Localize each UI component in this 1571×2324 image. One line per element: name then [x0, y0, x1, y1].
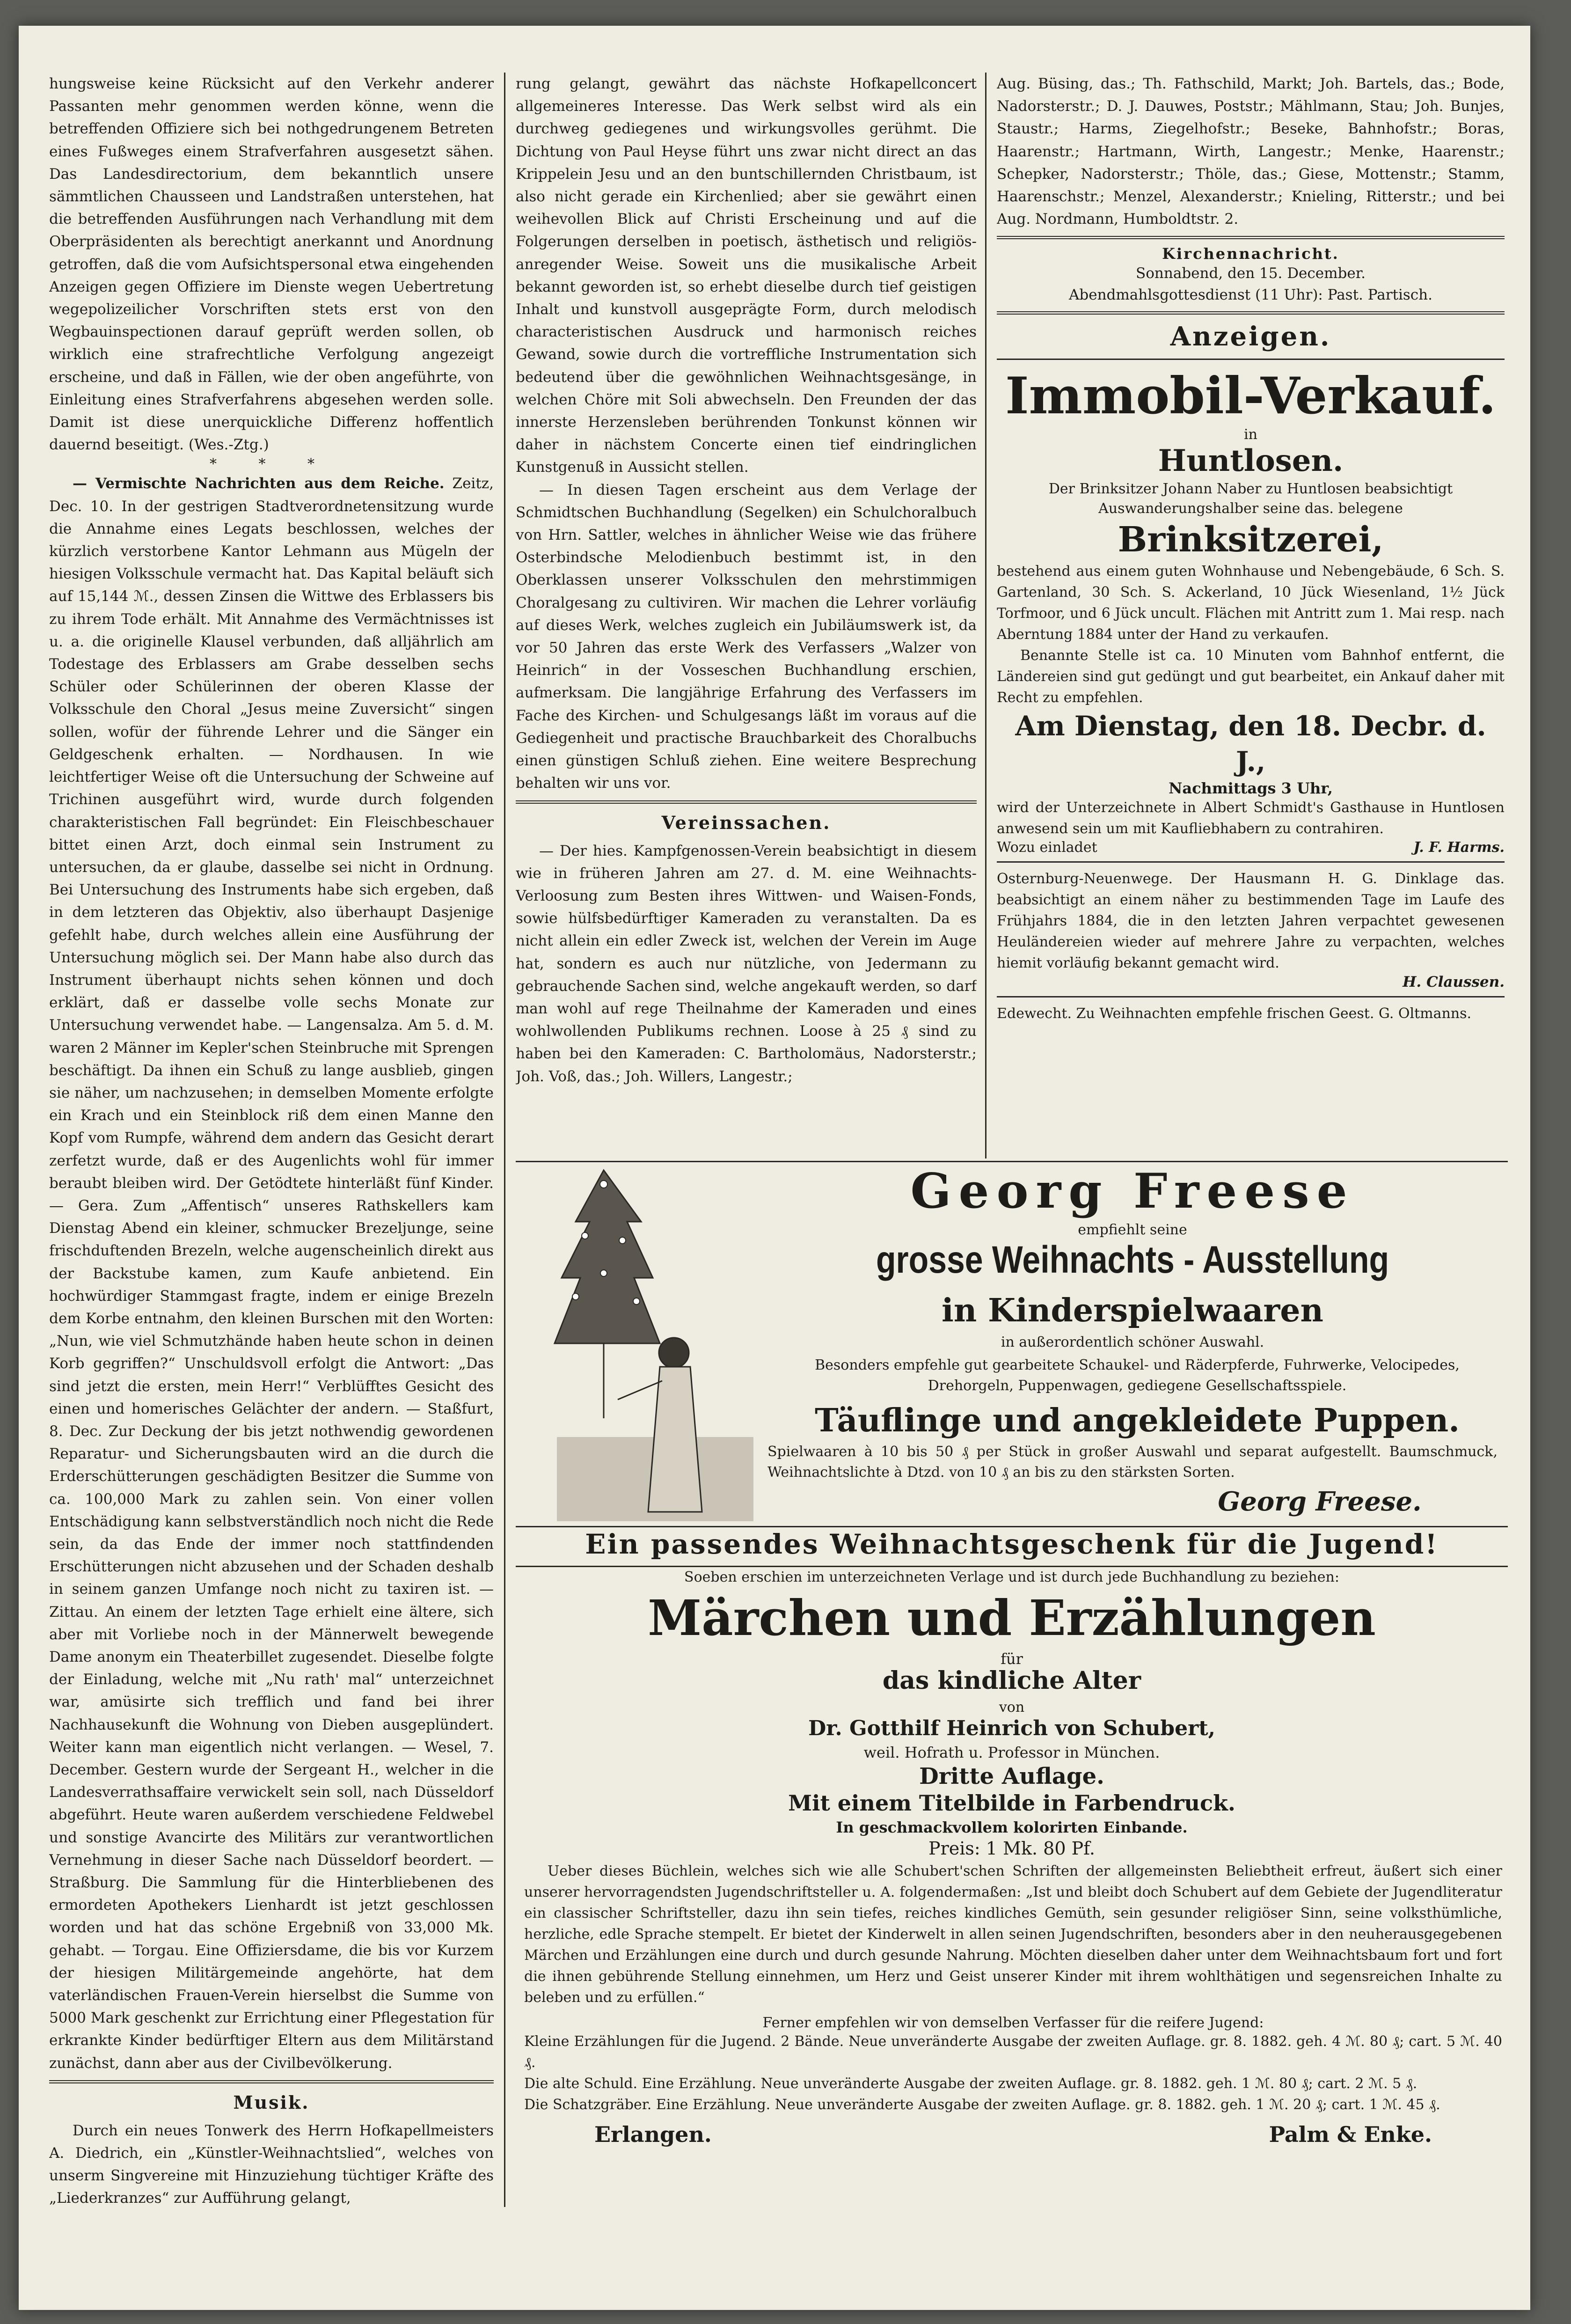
ad-text: von [999, 1699, 1025, 1716]
divider [997, 236, 1505, 239]
ad-place: Huntlosen. [1158, 443, 1344, 479]
ad-headline-immobil: Immobil-Verkauf. [1005, 367, 1496, 426]
ad-text: empfiehlt seine [1078, 1222, 1187, 1238]
book-title: Märchen und Erzählungen [648, 1589, 1376, 1647]
ad-subhead-weihnacht: grosse Weihnachts - Ausstellung [876, 1239, 1389, 1281]
ad-text: Der Brinksitzer Johann Naber zu Huntlosen beabsichtigt Auswanderungshalber seine das. belegene [1048, 481, 1453, 517]
christmas-tree-illustration [548, 1156, 763, 1526]
ad-signature: H. Claussen. [1403, 974, 1505, 991]
divider [49, 2080, 494, 2083]
ad-text: Benannte Stelle ist ca. 10 Minuten vom Bahnhof entfernt, die Ländereien sind gut gedüngt und gut bearbeitet, ein Ankauf daher mit Recht zu empfehlen. [997, 647, 1505, 706]
ads-heading: Anzeigen. [1170, 321, 1331, 352]
book-audience: das kindliche Alter [882, 1666, 1141, 1695]
ad-signature-row: Wozu einladet J. F. Harms. [997, 839, 1505, 856]
article-text: — In diesen Tagen erscheint aus dem Verlage der Schmidtschen Buchhandlung (Segelken) ein Schulchoralbuch von Hrn. Sattler, welches in ähnlicher Weise wie das frühere Osterbindsche Melodienbuch bestimmt ist, in den Oberklassen unserer Volksschulen den mehrstimmigen Choralgesang zu cultiviren. Wir machen die Lehrer vorläufig auf dieses Werk, welches zugleich ein Jubiläumswerk ist, da vor 50 Jahren das erste Werk des Verfassers „Walzer von Heinrich“ in der Vosseschen Buchhandlung erschien, aufmerksam. Die langjährige Erfahrung des Verfassers im Fache des Kirchen- und Schulgesangs läßt im voraus auf die Gediegenheit und practische Brauchbarkeit des Choralbuchs einen günstigen Schluß ziehen. Eine weitere Besprechung behalten wir uns vor. [516, 481, 977, 792]
ad-text: Kleine Erzählungen für die Jugend. 2 Bände. Neue unveränderte Ausgabe der zweiten Auflage. gr. 8. 1882. geh. 4 ℳ. 80 ₰; cart. 5 ℳ. 40 ₰. [524, 2033, 1502, 2071]
article-text: Durch ein neues Tonwerk des Herrn Hofkapellmeisters A. Diedrich, ein „Künstler-Weihnachtslied“, welches von unserm Singvereine mit Hinzuziehung tüchtiger Kräfte des „Liederkranzes“ zur Aufführung gelangt, [49, 2122, 494, 2207]
book-author: Dr. Gotthilf Heinrich von Schubert, [808, 1716, 1215, 1740]
newspaper-page [19, 26, 1530, 2310]
ad-subject: Brinksitzerei, [1118, 520, 1384, 560]
church-date: Sonnabend, den 15. December. [1136, 265, 1366, 282]
ad-date: Am Dienstag, den 18. Decbr. d. J., [1015, 710, 1486, 778]
middle-column [516, 73, 977, 1149]
separator-asterisks: * * * [209, 456, 334, 473]
ad-headline-jugend: Ein passendes Weihnachtsgeschenk für die Jugend! [585, 1528, 1439, 1560]
column-divider [504, 73, 505, 2207]
ad-text: wird der Unterzeichnete in Albert Schmidt's Gasthause in Huntlosen anwesend sein um mit Kaufliebhabern zu contrahiren. [997, 799, 1505, 837]
article-text: hungsweise keine Rücksicht auf den Verkehr anderer Passanten mehr genommen werden könne, wenn die betreffenden Offiziere sich bei nothgedrungenem Betreten eines Fußweges einem Strafverfahren ausgesetzt sähen. Das Landesdirectorium, dem bekanntlich unsere sämmtlichen Chausseen und Landstraßen unterstehen, hat die betreffenden Ausführungen nach Verhandlung mit dem Oberpräsidenten als berechtigt anerkannt und Anordnung getroffen, daß die vom Aufsichtspersonal etwa eingehenden Anzeigen gegen Offiziere im Dienste wegen Uebertretung wegepolizeilicher Vorschriften stets erst von den Wegbauinspectionen darauf geprüft werden sollen, ob wirklich eine strafrechtliche Verfolgung angezeigt erscheine, und daß in Fällen, wie der oben angeführte, von Einleitung eines Strafverfahrens abgesehen werden solle. Damit ist diese unerquickliche Differenz hoffentlich dauernd beseitigt. (Wes.-Ztg.) [49, 75, 494, 454]
ad-text: in außerordentlich schöner Auswahl. [1001, 1334, 1264, 1350]
book-binding: In geschmackvollem kolorirten Einbande. [836, 1818, 1188, 1836]
column-divider [985, 73, 986, 1158]
ad-signature: J. F. Harms. [1413, 839, 1505, 856]
ad-text: Edewecht. Zu Weihnachten empfehle frischen Geest. G. Oltmanns. [997, 1005, 1472, 1022]
book-description [524, 1861, 1502, 2147]
article-text: Aug. Büsing, das.; Th. Fathschild, Markt; Joh. Bartels, das.; Bode, Nadorsterstr.; D. J. Dauwes, Poststr.; Mählmann, Stau; Joh. Bunjes, Staustr.; Harms, Ziegelhofstr.; Beseke, Bahnhofstr.; Boras, Haarenstr.; Hartmann, Wirth, Langestr.; Menke, Haarenstr.; Schepker, Nadorsterstr.; Thöle, das.; Giese, Mottenstr.; Stamm, Haarenschstr.; Menzel, Alexanderstr.; Knieling, Ritterstr.; und bei Aug. Nordmann, Humboldtstr. 2. [997, 75, 1505, 228]
book-titlepic: Mit einem Titelbilde in Farbendruck. [788, 1790, 1235, 1816]
section-heading-musik: Musik. [233, 2091, 310, 2113]
divider [997, 996, 1505, 997]
ad-text: Ueber dieses Büchlein, welches sich wie alle Schubert'schen Schriften der allgemeinsten Beliebtheit erfreut, äußert sich einer unserer hervorragendsten Jugendschriftsteller u. A. folgendermaßen: „Ist und bleibt doch Schubert auf dem Gebiete der Jugendliteratur ein classischer Schriftsteller, dazu ihn sein tiefes, reiches kindliches Gemüth, sein gesunder religiöser Sinn, seine volksthümliche, herzliche, edle Sprache stempelt. Er bietet der Kinderwelt in allen seinen Jugendschriften, besonders aber in den neuherausgegebenen Märchen und Erzählungen eine durch und durch gesunde Nahrung. Möchten dieselben daher unter dem Weihnachtsbaum fort und fort die ihnen gebührende Stellung einnehmen, um Herz und Geist unserer Kinder mit ihrem wohlthätigen und segensreichen Inhalte zu beleben und zu erfüllen.“ [524, 1863, 1502, 2006]
publisher-city: Erlangen. [594, 2122, 712, 2147]
divider [516, 1526, 1508, 1527]
book-price: Preis: 1 Mk. 80 Pf. [928, 1838, 1095, 1859]
ad-text: bestehend aus einem guten Wohnhause und Nebengebäude, 6 Sch. S. Gartenland, 30 Sch. S. Ackerland, 10 Jück Wiesenland, 1½ Jück Torfmoor, und 6 Jück uncult. Flächen mit Antritt zum 1. Mai resp. nach Aberntung 1884 unter der Hand zu verkaufen. [997, 563, 1505, 643]
divider [997, 311, 1505, 315]
ad-subhead-puppen: Täuflinge und angekleidete Puppen. [815, 1402, 1460, 1439]
ad-text: Die Schatzgräber. Eine Erzählung. Neue unveränderte Ausgabe der zweiten Auflage. gr. 8. 1882. geh. 1 ℳ. 20 ₰; cart. 1 ℳ. 45 ₰. [524, 2097, 1440, 2113]
book-edition: Dritte Auflage. [919, 1763, 1104, 1789]
ad-subhead-spielwaaren: in Kinderspielwaaren [942, 1292, 1323, 1329]
publisher-name: Palm & Enke. [1269, 2122, 1432, 2147]
left-column [49, 73, 494, 2207]
right-column [997, 73, 1505, 1158]
article-heading: — Vermischte Nachrichten aus dem Reiche. [73, 475, 445, 492]
ad-signature: Georg Freese. [1218, 1486, 1422, 1517]
ad-text: für [1001, 1650, 1023, 1668]
ad-text: Osternburg-Neuenwege. Der Hausmann H. G. Dinklage das. beabsichtigt an einem näher zu bestimmenden Tage im Laufe des Frühjahrs 1884, die in den letzten Jahren verpachtet gewesenen Heuländereien wieder auf mehrere Jahre zu verpachten, welches hiemit vorläufig bekannt gemacht wird. [997, 871, 1505, 972]
ad-text: Ferner empfehlen wir von demselben Verfasser für die reifere Jugend: [762, 2015, 1264, 2031]
section-heading-vereinssachen: Vereinssachen. [661, 812, 831, 833]
ad-text: Die alte Schuld. Eine Erzählung. Neue unveränderte Ausgabe der zweiten Auflage. gr. 8. 1882. geh. 1 ℳ. 80 ₰; cart. 2 ℳ. 5 ₰. [524, 2075, 1418, 2092]
ad-text: Soeben erschien im unterzeichneten Verlage und ist durch jede Buchhandlung zu beziehen: [684, 1569, 1339, 1585]
article-text: — Vermischte Nachrichten aus dem Reiche. Zeitz, Dec. 10. In der gestrigen Stadtverordnetensitzung wurde die Annahme eines Legats beschlossen, welches der kürzlich verstorbene Kantor Lehmann aus Mügeln der hiesigen Volksschule vermacht hat. Das Kapital beläuft sich auf 15,144 ℳ., dessen Zinsen die Wittwe des Erblassers bis zu ihrem Tode erhält. Mit Annahme des Vermächtnisses ist u. a. die originelle Klausel verbunden, daß alljährlich am Todestage des Erblassers am Grabe desselben sechs Schüler oder Schülerinnen der oberen Klasse der Volksschule den Choral „Jesus meine Zuversicht“ singen sollen, wofür der führende Lehrer und die Sänger ein Geldgeschenk erhalten. — Nordhausen. In wie leichtfertiger Weise oft die Untersuchung der Schweine auf Trichinen ausgeführt wird, wurde durch folgenden charakteristischen Fall begründet: Ein Fleischbeschauer bittet einen Arzt, doch einmal sein Instrument zu untersuchen, da er glaube, dasselbe sei nicht in Ordnung. Bei Untersuchung des Instruments habe sich ergeben, daß in dem letzteren das Objektiv, also überhaupt Dasjenige gefehlt habe, durch welches allein eine Ausführung der Untersuchung möglich sei. Der Mann habe also durch das Instrument überhaupt nichts sehen können und doch erklärt, daß er dasselbe volle sechs Monate zur Untersuchung verwendet habe. — Langensalza. Am 5. d. M. waren 2 Männer im Kepler'schen Steinbruche mit Sprengen beschäftigt. Da ihnen ein Schuß zu lange ausblieb, gingen sie näher, um nachzusehen; in demselben Momente erfolgte ein Krach und ein Steinblock riß dem einen Manne den Kopf vom Rumpfe, während dem andern das Gesicht derart zerfetzt wurde, daß er des Augenlichts wohl für immer beraubt bleiben wird. Der Getödtete hinterläßt fünf Kinder. — Gera. Zum „Affentisch“ unseres Rathskellers kam Dienstag Abend ein kleiner, schmucker Brezeljunge, seine frischduftenden Brezeln, welche augenscheinlich direkt aus der Backstube kamen, zum Kaufe anbietend. Ein hochwürdiger Stammgast fragte, indem er einige Brezeln dem Korbe entnahm, den kleinen Burschen mit den Worten: „Nun, wie viel Schmutzhände haben heute schon in deinen Korb gegriffen?“ Unschuldsvoll erfolgt die Antwort: „Das sind jetzt die ersten, mein Herr!“ Verblüfftes Gesicht des einen und homerisches Gelächter der andern. — Staßfurt, 8. Dec. Zur Deckung der bis jetzt nothwendig gewordenen Reparatur- und Sicherungsbauten wird an die durch die Erderschütterungen geschädigten Besitzer die Summe von ca. 100,000 Mark zu zahlen sein. Von einer vollen Entschädigung kann selbstverständlich noch nicht die Rede sein, da das Ende der immer noch stattfindenden Erschütterungen nicht abzusehen und der Schaden deshalb in seinem ganzen Umfange noch nicht zu taxiren ist. — Zittau. An einem der letzten Tage erhielt eine ältere, sich aber mit Vorliebe noch in der Männerwelt bewegende Dame anonym ein Theaterbillet zugesendet. Dieselbe folgte der Einladung, welche mit „Nu rath' mal“ unterzeichnet war, amüsirte sich trefflich und fand bei ihrer Nachhausekunft die Wohnung von Dieben ausgeplündert. Weiter kann man eigentlich nicht verlangen. — Wesel, 7. December. Gestern wurde der Sergeant H., welcher in die Landesverrathsaffaire verwickelt sein soll, nach Düsseldorf abgeführt. Heute waren außerdem verschiedene Feldwebel und sonstige Avancirte des Militärs zur verantwortlichen Vernehmung in dieser Sache nach Düsseldorf beordert. — Straßburg. Die Sammlung für die Hinterbliebenen des ermordeten Apothekers Lienhardt ist jetzt geschlossen worden und hat das schöne Ergebniß von 33,000 Mk. gehabt. — Torgau. Eine Offiziersdame, die bis vor Kurzem der hiesigen Militärgemeinde angehörte, hat dem vaterländischen Frauen-Verein hierselbst die Summe von 5000 Mark geschenkt zur Errichtung einer Pflegestation für erkrankte Kinder bedürftiger Eltern aus dem Militärstand zunächst, dann aber aus der Civilbevölkerung. [49, 475, 494, 2072]
divider [997, 861, 1505, 863]
church-heading: Kirchennachricht. [1162, 245, 1339, 263]
ad-time: Nachmittags 3 Uhr, [1169, 779, 1333, 798]
divider [997, 359, 1505, 360]
church-service: Abendmahlsgottesdienst (11 Uhr): Past. Partisch. [1069, 286, 1432, 304]
publisher-row [524, 2122, 1502, 2147]
article-text: — Der hies. Kampfgenossen-Verein beabsichtigt in diesem wie in früheren Jahren am 27. d. M. eine Weihnachts-Verloosung zum Besten ihres Wittwen- und Waisen-Fonds, sowie hülfsbedürftiger Kameraden zu veranstalten. Da es nicht allein ein edler Zweck ist, welchen der Verein im Auge hat, sondern es auch nur nützliche, von Jedermann zu gebrauchende Sachen sind, welche angekauft werden, so darf man wohl auf rege Theilnahme der Kameraden und eines wohlwollenden Publikums rechnen. Loose à 25 ₰ sind zu haben bei den Kameraden: C. Bartholomäus, Nadorsterstr.; Joh. Voß, das.; Joh. Willers, Langestr.; [516, 842, 977, 1085]
article-text: rung gelangt, gewährt das nächste Hofkapellconcert allgemeineres Interesse. Das Werk selbst wird als ein durchweg gediegenes und wirkungsvolles gerühmt. Die Dichtung von Paul Heyse führt uns zwar nicht direct an das Krippelein Jesu und an den buntschillernden Christbaum, ist also nicht gerade ein Kirchenlied; aber sie gewährt einen weihevollen Blick auf Christi Erscheinung und auf die Folgerungen derselben in poetisch, ästhetisch und religiös-anregender Weise. Soweit uns die musikalische Arbeit bekannt geworden ist, so erhebt dieselbe durch tief geistigen Inhalt und kunstvoll ausgeprägte Form, durch melodisch characteristischen Ausdruck und harmonisch reiches Gewand, sowie durch die vortreffliche Instrumentation sich bedeutend über die gewöhnlichen Weihnachtsgesänge, in welchen Chöre mit Soli abwechseln. Den Freunden der das innerste Herzensleben berührenden Tonkunst können wir daher in nächstem Concerte einen tief eindringlichen Kunstgenuß in Aussicht stellen. [516, 75, 977, 476]
book-author-title: weil. Hofrath u. Professor in München. [863, 1744, 1160, 1761]
ad-text: Besonders empfehle gut gearbeitete Schaukel- und Räderpferde, Fuhrwerke, Velocipedes, Drehorgeln, Puppenwagen, gediegene Gesellschaftsspiele. [815, 1357, 1460, 1394]
ad-headline-freese: Georg Freese [910, 1163, 1355, 1219]
ad-text: Spielwaaren à 10 bis 50 ₰ per Stück in großer Auswahl und separat aufgestellt. Baumschmuck, Weihnachtslichte à Dtzd. von 10 ₰ an bis zu den stärksten Sorten. [767, 1444, 1498, 1481]
divider [516, 800, 977, 804]
divider [516, 1566, 1508, 1567]
ad-text: in [1244, 426, 1257, 443]
